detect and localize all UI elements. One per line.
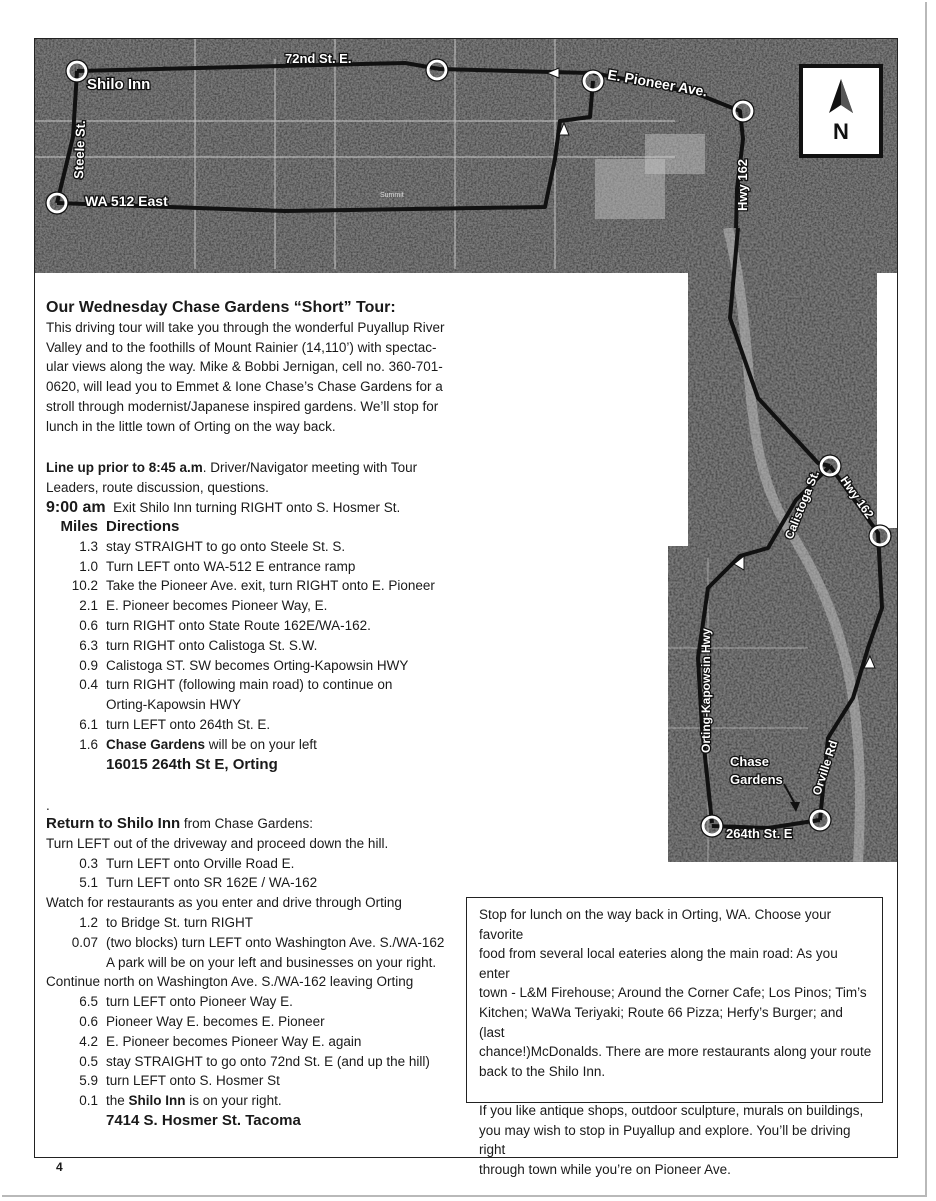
intro-line: stroll through modernist/Japanese inspired gardens. We’ll stop for — [46, 398, 439, 414]
label-orting-kapowsin-hwy: Orting-Kapowsin Hwy — [699, 628, 713, 753]
row-text: stay STRAIGHT to go onto Steele St. S. — [106, 538, 346, 554]
return-row — [46, 1052, 466, 1072]
departure-line — [46, 498, 417, 518]
return-title-rest: from Chase Gardens: — [180, 816, 313, 831]
row-miles: 1.0 — [79, 558, 98, 574]
lunch-line: Kitchen; WaWa Teriyaki; Route 66 Pizza; Herfy’s Burger; and (last — [479, 1004, 843, 1040]
label-steele-st: Steele St. — [71, 120, 89, 180]
row-miles: 5.9 — [79, 1073, 98, 1089]
return-row — [46, 933, 466, 953]
directions-header — [46, 517, 466, 537]
row-text: Turn LEFT onto SR 162E / WA-162 — [106, 875, 318, 891]
return-section — [46, 814, 466, 1131]
destination-name: Chase Gardens — [106, 736, 206, 752]
page-number: 4 — [56, 1160, 63, 1174]
paragraph-gap — [479, 1081, 872, 1101]
return-row — [46, 953, 466, 973]
return-title-bold: Return to Shilo Inn — [46, 815, 181, 832]
return-row — [46, 854, 466, 874]
final-pre: the — [106, 1093, 129, 1109]
return-continue: Continue north on Washington Ave. S./WA-162 leaving Orting — [46, 974, 414, 990]
row-text: Turn LEFT onto Orville Road E. — [106, 855, 295, 871]
directions-header-label: Directions — [106, 518, 180, 535]
row-miles: 0.3 — [79, 855, 98, 871]
row-text — [106, 1091, 466, 1111]
return-row-final — [46, 1091, 466, 1111]
separator-dot: . — [46, 798, 50, 813]
direction-row — [46, 557, 466, 577]
lunch-line: If you like antique shops, outdoor sculpture, murals on buildings, — [479, 1102, 864, 1118]
row-miles: 4.2 — [79, 1033, 98, 1049]
row-text: turn RIGHT onto State Route 162E/WA-162. — [106, 617, 371, 633]
row-text: turn RIGHT onto Calistoga St. S.W. — [106, 637, 318, 653]
row-text: E. Pioneer becomes Pioneer Way, E. — [106, 598, 328, 614]
destination-address-row — [46, 755, 466, 775]
direction-row — [46, 596, 466, 616]
row-miles: 0.9 — [79, 657, 98, 673]
directions-table — [46, 517, 466, 774]
return-title — [46, 814, 466, 834]
lunch-info-box — [466, 897, 883, 1177]
direction-row — [46, 675, 466, 695]
label-72nd-st: 72nd St. E. — [285, 51, 352, 66]
label-264th-st: 264th St. E — [726, 826, 793, 841]
label-hwy162-top: Hwy 162 — [735, 158, 750, 211]
label-gardens: Gardens — [730, 772, 783, 787]
row-miles: 0.07 — [71, 934, 98, 950]
north-letter: N — [833, 119, 849, 144]
final-rest: is on your right. — [185, 1093, 282, 1109]
row-text: Orting-Kapowsin HWY — [106, 697, 242, 713]
label-summit: Summit — [380, 192, 404, 199]
intro-line: ular views along the way. Mike & Bobbi Jernigan, cell no. 360-701- — [46, 359, 443, 375]
return-row — [46, 992, 466, 1012]
label-hwy162-right: Hwy 162 — [837, 473, 877, 522]
return-row — [46, 1071, 466, 1091]
row-miles: 1.3 — [79, 538, 98, 554]
label-shilo-inn: Shilo Inn — [87, 76, 151, 93]
direction-row — [46, 537, 466, 557]
direction-row — [46, 656, 466, 676]
row-miles — [46, 695, 106, 715]
lineup-section — [46, 458, 417, 517]
row-miles: 0.4 — [79, 677, 98, 693]
lunch-line: chance!)McDonalds. There are more restaurants along your route — [479, 1044, 872, 1060]
row-miles: 0.5 — [79, 1053, 98, 1069]
lunch-line: you may wish to stop in Puyallup and explore. You’ll be driving right — [479, 1122, 851, 1158]
direction-row-final — [46, 735, 466, 755]
tour-intro — [46, 298, 444, 437]
row-text: turn RIGHT (following main road) to continue on — [106, 677, 393, 693]
row-miles: 5.1 — [79, 875, 98, 891]
return-row — [46, 1032, 466, 1052]
direction-row — [46, 715, 466, 735]
light-patch — [645, 134, 705, 174]
tour-title: Our Wednesday Chase Gardens “Short” Tour: — [46, 299, 396, 316]
label-calistoga-st: Calistoga St. — [781, 468, 823, 542]
lineup-line — [46, 458, 417, 478]
intro-line: This driving tour will take you through the wonderful Puyallup River — [46, 319, 445, 335]
departure-time: 9:00 am — [46, 498, 106, 516]
row-miles: 10.2 — [71, 578, 98, 594]
row-miles: 0.1 — [79, 1093, 98, 1109]
label-chase: Chase — [730, 754, 770, 769]
return-address-row — [46, 1111, 466, 1131]
label-pioneer-ave: E. Pioneer Ave. — [606, 66, 709, 100]
lunch-line: town - L&M Firehouse; Around the Corner Cafe; Los Pinos; Tim’s — [479, 985, 867, 1001]
row-miles: 6.3 — [79, 637, 98, 653]
direction-row — [46, 636, 466, 656]
row-text: turn LEFT onto S. Hosmer St — [106, 1073, 280, 1089]
row-miles: 0.6 — [79, 617, 98, 633]
lunch-line: Stop for lunch on the way back in Orting, WA. Choose your favorite — [479, 907, 832, 942]
row-miles: 6.1 — [79, 716, 98, 732]
lineup-rest: . Driver/Navigator meeting with Tour — [202, 460, 418, 475]
label-wa512: WA 512 East — [85, 193, 168, 209]
destination-address: 16015 264th St E, Orting — [106, 755, 278, 773]
intro-line: Valley and to the foothills of Mount Rainier (14,110’) with spectac- — [46, 339, 437, 355]
row-text: E. Pioneer becomes Pioneer Way E. again — [106, 1033, 362, 1049]
miles-header: Miles — [60, 518, 98, 535]
row-miles: 2.1 — [79, 598, 98, 614]
lunch-line: food from several local eateries along the main road: As you enter — [479, 946, 838, 981]
row-text — [106, 735, 466, 755]
final-destination: Shilo Inn — [128, 1093, 186, 1109]
lunch-line: through town while you’re on Pioneer Ave. — [479, 1161, 731, 1177]
row-text: A park will be on your left and businesses on your right. — [106, 954, 437, 970]
return-row — [46, 873, 466, 893]
row-text: (two blocks) turn LEFT onto Washington Ave. S./WA-162 — [106, 934, 445, 950]
label-orville-rd: Orville Rd — [809, 738, 841, 797]
return-row — [46, 1012, 466, 1032]
departure-text: Exit Shilo Inn turning RIGHT onto S. Hosmer St. — [113, 499, 401, 515]
row-text: stay STRAIGHT to go onto 72nd St. E (and up the hill) — [106, 1053, 430, 1069]
row-miles — [46, 953, 106, 973]
row-text: Calistoga ST. SW becomes Orting-Kapowsin HWY — [106, 657, 409, 673]
return-intro: Turn LEFT out of the driveway and proceed down the hill. — [46, 835, 389, 851]
route-map-right — [668, 228, 897, 862]
intro-line: 0620, will lead you to Emmet & Ione Chase’s Chase Gardens for a — [46, 379, 443, 395]
return-address: 7414 S. Hosmer St. Tacoma — [106, 1111, 301, 1129]
row-text: Turn LEFT onto WA-512 E entrance ramp — [106, 558, 356, 574]
row-miles: 1.6 — [79, 736, 98, 752]
return-watch: Watch for restaurants as you enter and drive through Orting — [46, 895, 402, 911]
intro-line: lunch in the little town of Orting on the way back. — [46, 418, 336, 434]
direction-row — [46, 695, 466, 715]
destination-rest: will be on your left — [205, 736, 317, 752]
north-arrow — [801, 66, 881, 156]
row-miles: 0.6 — [79, 1013, 98, 1029]
lunch-line: back to the Shilo Inn. — [479, 1063, 606, 1079]
row-text: to Bridge St. turn RIGHT — [106, 914, 254, 930]
row-text: Take the Pioneer Ave. exit, turn RIGHT onto E. Pioneer — [106, 578, 435, 594]
row-miles: 1.2 — [79, 914, 98, 930]
row-text: turn LEFT onto Pioneer Way E. — [106, 994, 293, 1010]
return-row — [46, 913, 466, 933]
row-miles: 6.5 — [79, 994, 98, 1010]
direction-row — [46, 576, 466, 596]
lineup-line-2: Leaders, route discussion, questions. — [46, 479, 269, 495]
row-text: turn LEFT onto 264th St. E. — [106, 716, 271, 732]
row-text: Pioneer Way E. becomes E. Pioneer — [106, 1013, 325, 1029]
direction-row — [46, 616, 466, 636]
lineup-time: Line up prior to 8:45 a.m — [46, 460, 203, 475]
